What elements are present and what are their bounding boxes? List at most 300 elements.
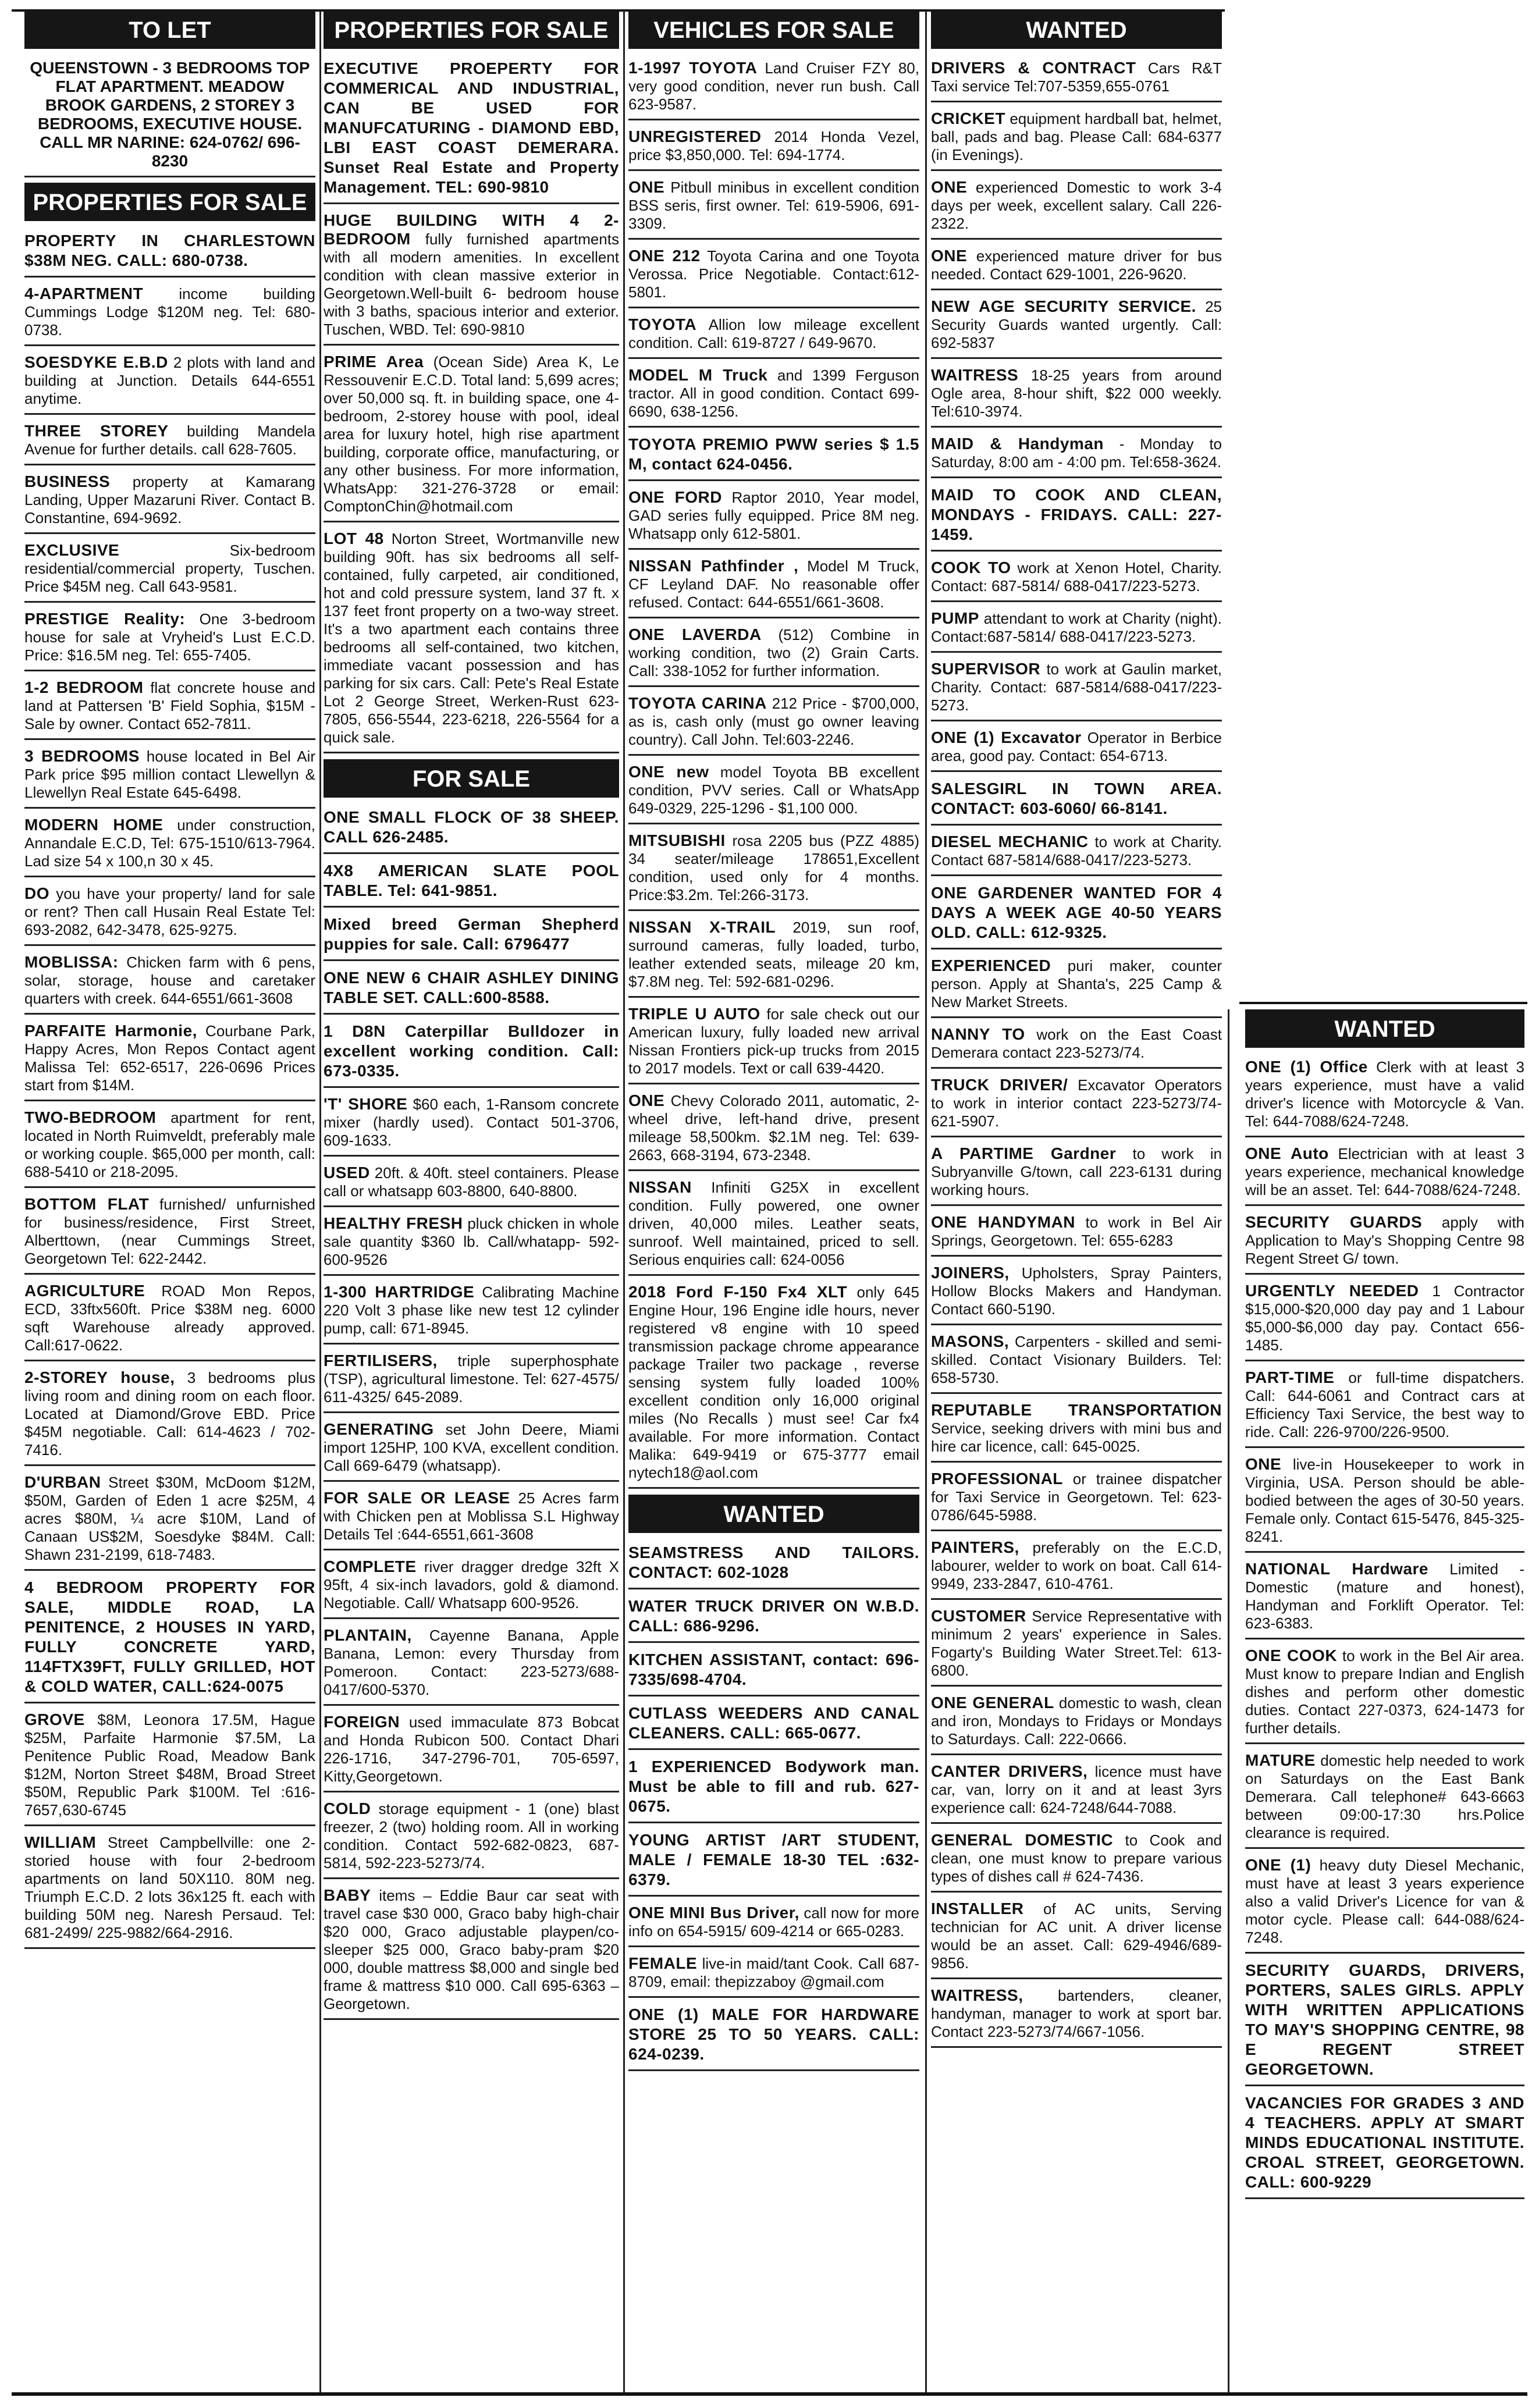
ad-body: live-in Housekeeper to work in Virginia, USA. Person should be able-bodied between the ages of 30-50 years. Female only. Contact 615-5476, 845-325-8241. bbox=[1245, 1456, 1524, 1545]
ad-lead: KITCHEN ASSISTANT, contact: 696-7335/698-4704. bbox=[628, 1651, 919, 1688]
ad-item bbox=[324, 1624, 619, 1706]
ad-body: river dragger dredge 32ft X 95ft, 4 six-inch lavadors, gold & diamond. Negotiable. Call/ Whatsapp 600-9526. bbox=[324, 1558, 619, 1612]
ad-lead: NISSAN Pathfinder , bbox=[628, 557, 799, 575]
ad-lead: MASONS, bbox=[931, 1332, 1010, 1350]
ad-lead: A PARTIME Gardner bbox=[931, 1144, 1117, 1162]
ad-body: flat concrete house and land at Pattersen 'B' Field Sophia, $15M - Sale by owner. Contact 652-7811. bbox=[24, 679, 315, 732]
ad-item bbox=[24, 283, 315, 346]
ad-item bbox=[628, 2003, 919, 2071]
ad-lead: 3 BEDROOMS bbox=[24, 747, 140, 765]
ad-body: Pitbull minibus in excellent condition BSS seris, first owner. Tel: 619-5906, 691-3309. bbox=[628, 179, 919, 232]
ad-lead: LOT 48 bbox=[324, 529, 384, 547]
ad-lead: 2-STOREY house, bbox=[24, 1368, 175, 1386]
ad-item bbox=[931, 108, 1222, 171]
ad-body: $60 each, 1-Ransom concrete mixer (hardly used). Contact 501-3706, 609-1633. bbox=[324, 1095, 619, 1149]
ad-body: or trainee dispatcher for Taxi Service in Georgetown. Tel: 623-0786/645-5988. bbox=[931, 1470, 1222, 1524]
ad-item bbox=[24, 539, 315, 603]
ad-lead: CUSTOMER bbox=[931, 1607, 1026, 1625]
ad-body: property at Kamarang Landing, Upper Mazaruni River. Contact B. Constantine, 694-9692. bbox=[24, 473, 315, 527]
ad-lead: NATIONAL Hardware bbox=[1245, 1560, 1428, 1578]
ad-lead: WATER TRUCK DRIVER ON W.B.D. CALL: 686-9296. bbox=[628, 1597, 919, 1635]
ad-body: 212 Price - $700,000, as is, cash only (must go owner leaving country). Call John. Tel:603-2246. bbox=[628, 695, 919, 748]
ad-item bbox=[931, 1399, 1222, 1463]
ad-item bbox=[324, 351, 619, 522]
ad-lead: WAITRESS, bbox=[931, 1986, 1023, 2004]
ad-lead: ONE (1) MALE FOR HARDWARE STORE 25 TO 50 YEARS. CALL: 624-0239. bbox=[628, 2005, 919, 2063]
ad-item bbox=[931, 364, 1222, 428]
ad-item bbox=[931, 1331, 1222, 1394]
ad-list bbox=[628, 1541, 919, 2071]
ad-body: Excavator Operators to work in interior contact 223-5273/74-621-5907. bbox=[931, 1076, 1222, 1130]
ad-lead: ONE SMALL FLOCK OF 38 SHEEP. CALL 626-2485. bbox=[324, 808, 619, 846]
ad-body: puri maker, counter person. Apply at Shanta's, 225 Camp & New Market Streets. bbox=[931, 957, 1222, 1011]
ad-item bbox=[628, 1702, 919, 1750]
ad-body: Toyota Carina and one Toyota Verossa. Price Negotiable. Contact:612-5801. bbox=[628, 247, 919, 301]
ad-lead: GENERATING bbox=[324, 1420, 434, 1438]
ad-lead: BABY bbox=[324, 1886, 371, 1904]
ad-body: triple superphosphate (TSP), agricultural limestone. Tel: 627-4575/ 611-4325/ 645-2089. bbox=[324, 1352, 619, 1406]
ad-item bbox=[931, 1143, 1222, 1206]
ad-body: 18-25 years from around Ogle area, 8-hour shift, $22 000 weekly. Tel:610-3974. bbox=[931, 367, 1222, 420]
ad-body: $8M, Leonora 17.5M, Hague $25M, Parfaite Harmonie $7.5M, La Penitence Public Road, Meadow Bank $12M, Norton Street $48M, Broad Street $50M, Republic Park $100M. Tel :616-7657,630-6745 bbox=[24, 1711, 315, 1819]
ad-lead: DRIVERS & CONTRACT bbox=[931, 59, 1136, 77]
section-header-vehicles: VEHICLES FOR SALE bbox=[628, 10, 919, 49]
ad-item bbox=[931, 1605, 1222, 1687]
ad-item bbox=[628, 1281, 919, 1489]
ad-body: experienced mature driver for bus needed. Contact 629-1001, 226-9620. bbox=[931, 247, 1222, 283]
ad-body: rosa 2205 bus (PZZ 4885) 34 seater/mileage 178651,Excellent condition, used only for 4 months. Price:$3.2m. Tel:266-3173. bbox=[628, 832, 919, 904]
ad-item bbox=[931, 1829, 1222, 1893]
ad-lead: SECURITY GUARDS bbox=[1245, 1213, 1423, 1231]
ad-item bbox=[1245, 1645, 1524, 1744]
ad-lead: ONE (1) Excavator bbox=[931, 728, 1082, 746]
ad-lead: PROFESSIONAL bbox=[931, 1470, 1063, 1488]
ad-body: Limited - Domestic (mature and honest), Handyman and Forklift Operator. Tel: 623-6383. bbox=[1245, 1560, 1524, 1632]
ad-item bbox=[931, 1692, 1222, 1755]
ad-item bbox=[324, 1093, 619, 1157]
ad-body: licence must have car, van, lorry on it and at least 3yrs experience call: 624-7248/644-7088. bbox=[931, 1763, 1222, 1816]
column-rule bbox=[1228, 1009, 1229, 2393]
ad-item bbox=[324, 1020, 619, 1088]
ad-item bbox=[628, 364, 919, 428]
ad-lead: ONE NEW 6 CHAIR ASHLEY DINING TABLE SET. CALL:600-8588. bbox=[324, 969, 619, 1006]
ad-body: Clerk with at least 3 years experience, must have a valid driver's licence with Motorcycle & Van. Tel: 644-7088/624-7248. bbox=[1245, 1058, 1524, 1130]
ad-item bbox=[324, 806, 619, 854]
ad-lead: PROPERTY IN CHARLESTOWN $38M NEG. CALL: 680-0738. bbox=[24, 232, 315, 269]
ad-body: used immaculate 873 Bobcat and Honda Rubicon 500. Contact Dhari 226-1716, 347-2796-701, 705-6597, Kitty,Georgetown. bbox=[324, 1713, 619, 1785]
ad-lead: PLANTAIN, bbox=[324, 1626, 412, 1644]
ad-body: 25 Security Guards wanted urgently. Call: 692-5837 bbox=[931, 298, 1222, 351]
ad-lead: VACANCIES FOR GRADES 3 AND 4 TEACHERS. APPLY AT SMART MINDS EDUCATIONAL INSTITUTE. CROAL STREET, GEORGETOWN. CALL: 600-9229 bbox=[1245, 2094, 1524, 2191]
ad-item bbox=[628, 176, 919, 240]
ad-lead: WAITRESS bbox=[931, 366, 1019, 384]
section-header-to-let: TO LET bbox=[24, 10, 315, 49]
ad-lead: SEAMSTRESS AND TAILORS. CONTACT: 602-1028 bbox=[628, 1543, 919, 1581]
ad-lead: FOR SALE OR LEASE bbox=[324, 1489, 510, 1507]
ad-item bbox=[931, 296, 1222, 359]
ad-item bbox=[24, 1831, 315, 1949]
ad-body: Chevy Colorado 2011, automatic, 2-wheel drive, left-hand drive, present mileage 58,500km. $2.1M neg. Tel: 639-2663, 668-3194, 673-2348. bbox=[628, 1092, 919, 1164]
ad-lead: PUMP bbox=[931, 609, 979, 627]
ad-lead: 1 EXPERIENCED Bodywork man. Must be able to fill and rub. 627-0675. bbox=[628, 1758, 919, 1815]
ad-body: Cars R&T Taxi service Tel:707-5359,655-0761 bbox=[931, 59, 1222, 95]
ad-item bbox=[24, 951, 315, 1015]
ad-lead: 4X8 AMERICAN SLATE POOL TABLE. Tel: 641-9851. bbox=[324, 862, 619, 899]
ad-item bbox=[324, 1487, 619, 1550]
ad-lead: MAID & Handyman bbox=[931, 435, 1104, 453]
ad-body: set John Deere, Miami import 125HP, 100 KVA, excellent condition. Call 669-6479 (whatsapp). bbox=[324, 1421, 619, 1474]
ad-item bbox=[1245, 1056, 1524, 1137]
ad-lead: PRIME Area bbox=[324, 353, 424, 371]
ad-item bbox=[324, 1711, 619, 1792]
ad-body: Infiniti G25X in excellent condition. Fully powered, one owner driven, 40,000 miles. Leather seats, sunroof. Well maintained, priced to sell. Serious enquiries call: 624-0056 bbox=[628, 1179, 919, 1268]
ad-item bbox=[628, 1755, 919, 1823]
ad-lead: ONE HANDYMAN bbox=[931, 1213, 1076, 1231]
ad-lead: MITSUBISHI bbox=[628, 831, 726, 849]
ad-body: 20ft. & 40ft. steel containers. Please call or whatsapp 603-8800, 640-8800. bbox=[324, 1164, 619, 1200]
ad-item bbox=[1245, 1959, 1524, 2086]
ad-item bbox=[628, 1090, 919, 1171]
ad-body: you have your property/ land for sale or rent? Then call Husain Real Estate Tel: 693-2082, 642-3478, 625-9275. bbox=[24, 885, 315, 938]
ad-lead: INSTALLER bbox=[931, 1900, 1024, 1918]
ad-body: under construction, Annandale E.C.D, Tel: 675-1510/613-7964. Lad size 54 x 100,n 30 x 45. bbox=[24, 816, 315, 870]
ad-lead: ONE LAVERDA bbox=[628, 625, 762, 643]
ad-lead: BUSINESS bbox=[24, 472, 111, 490]
ad-item bbox=[24, 1280, 315, 1361]
ad-lead: JOINERS, bbox=[931, 1264, 1010, 1282]
ad-lead: FERTILISERS, bbox=[324, 1351, 438, 1370]
ad-lead: ONE FORD bbox=[628, 488, 723, 506]
ad-body: 25 Acres farm with Chicken pen at Moblissa S.L Highway Details Tel :644-6551,661-3608 bbox=[324, 1489, 619, 1543]
ad-lead: NANNY TO bbox=[931, 1025, 1025, 1043]
ad-item bbox=[931, 1898, 1222, 1979]
ad-lead: SECURITY GUARDS, DRIVERS, PORTERS, SALES GIRLS. APPLY WITH WRITTEN APPLICATIONS TO MAY'S SHOPPING CENTRE, 98 E REGENT STREET GEORGETOWN. bbox=[1245, 1961, 1524, 2078]
bottom-border bbox=[12, 2392, 1527, 2396]
ad-item bbox=[931, 557, 1222, 602]
ad-lead: SALESGIRL IN TOWN AREA. CONTACT: 603-6060/ 66-8141. bbox=[931, 780, 1222, 817]
ad-item bbox=[324, 913, 619, 961]
ad-item bbox=[1245, 1211, 1524, 1275]
ad-item bbox=[324, 57, 619, 204]
ad-lead: CANTER DRIVERS, bbox=[931, 1762, 1088, 1780]
ad-lead: GROVE bbox=[24, 1710, 85, 1728]
ad-lead: CRICKET bbox=[931, 109, 1005, 127]
ad-item bbox=[628, 830, 919, 911]
ad-list bbox=[24, 229, 315, 1949]
ad-lead: PART-TIME bbox=[1245, 1368, 1335, 1386]
ad-item bbox=[628, 314, 919, 359]
ad-lead: ONE bbox=[1245, 1455, 1282, 1473]
ad-lead: DO bbox=[24, 884, 49, 902]
ad-lead: ONE new bbox=[628, 763, 709, 781]
ad-body: Chicken farm with 6 pens, solar, storage, house and caretaker quarters with creek. 644-6551/661-3608 bbox=[24, 954, 315, 1007]
ad-item bbox=[628, 1902, 919, 1947]
ad-lead: COLD bbox=[324, 1799, 371, 1817]
ad-body: One 3-bedroom house for sale at Vryheid's Lust E.C.D. Price: $16.5M neg. Tel: 655-7405. bbox=[24, 610, 315, 664]
ad-lead: TRIPLE U AUTO bbox=[628, 1005, 760, 1023]
ad-item bbox=[24, 1471, 315, 1571]
ad-item bbox=[1245, 1367, 1524, 1448]
ad-lead: 4 BEDROOM PROPERTY FOR SALE, MIDDLE ROAD, LA PENITENCE, 2 HOUSES IN YARD, FULLY CONCRETE YARD, 114FTX39FT, FULLY GRILLED, HOT & COLD WATER, CALL:624-0075 bbox=[24, 1578, 315, 1695]
ad-lead: 1 D8N Caterpillar Bulldozer in excellent working condition. Call: 673-0335. bbox=[324, 1022, 619, 1080]
ad-body: Upholsters, Spray Painters, Hollow Blocks Makers and Handyman. Contact 660-5190. bbox=[931, 1264, 1222, 1318]
ad-body: house located in Bel Air Park price $95 million contact Llewellyn & Llewellyn Real Estate 645-6498. bbox=[24, 748, 315, 801]
ad-body: or full-time dispatchers. Call: 644-6061 and Contract cars at Efficiency Taxi Service, the best way to ride. Call: 226-9700/226-9500. bbox=[1245, 1369, 1524, 1440]
ad-item bbox=[931, 57, 1222, 102]
ad-item bbox=[931, 1984, 1222, 2048]
ad-body: Calibrating Machine 220 Volt 3 phase like new test 12 cylinder pump, call: 671-8945. bbox=[324, 1283, 619, 1337]
section-header-for-sale: FOR SALE bbox=[324, 759, 619, 798]
ad-body: experienced Domestic to work 3-4 days per week, excellent salary. Call 226-2322. bbox=[931, 179, 1222, 232]
column-rule bbox=[623, 10, 625, 2393]
ad-lead: TOYOTA PREMIO PWW series $ 1.5 M, contact 624-0456. bbox=[628, 435, 919, 473]
ad-lead: FOREIGN bbox=[324, 1713, 400, 1731]
ad-lead: EXPERIENCED bbox=[931, 956, 1051, 974]
ad-item bbox=[931, 1023, 1222, 1069]
ad-item bbox=[931, 881, 1222, 949]
ad-lead: COOK TO bbox=[931, 559, 1011, 577]
ad-item bbox=[324, 1884, 619, 2020]
ad-body: to work in Subryanville G/town, call 223-6131 during working hours. bbox=[931, 1145, 1222, 1198]
ad-body: model Toyota BB excellent condition, PVV series. Call or WhatsApp 649-0329, 225-1296 - $1,100 000. bbox=[628, 763, 919, 817]
ad-body: Street $30M, McDoom $12M, $50M, Garden of Eden 1 acre $25M, 4 acres $80M, ¼ acre $10M, Land of Canaan US$2M, Soesdyke $84M. Call: Shawn 231-2199, 618-7483. bbox=[24, 1474, 315, 1563]
ad-item bbox=[324, 966, 619, 1015]
ad-body: and 1399 Ferguson tractor. All in good condition. Contact 699-6690, 638-1256. bbox=[628, 367, 920, 420]
ad-body: ROAD Mon Repos, ECD, 33ftx560ft. Price $38M neg. 6000 sqft Warehouse already approved. Call:617-0622. bbox=[24, 1282, 315, 1354]
ad-item bbox=[628, 433, 919, 481]
ad-item bbox=[628, 486, 919, 550]
ad-item bbox=[324, 1350, 619, 1413]
ad-item bbox=[24, 814, 315, 877]
ad-body: Carpenters - skilled and semi-skilled. Contact Visionary Builders. Tel: 658-5730. bbox=[931, 1333, 1222, 1386]
ad-item bbox=[628, 624, 919, 687]
ad-item bbox=[24, 1709, 315, 1826]
ad-list bbox=[931, 57, 1222, 2048]
ad-lead: TWO-BEDROOM bbox=[24, 1108, 157, 1126]
ad-item bbox=[24, 1107, 315, 1188]
ad-lead: BOTTOM FLAT bbox=[24, 1195, 150, 1213]
ad-lead: NEW AGE SECURITY SERVICE. bbox=[931, 297, 1196, 315]
ad-body: 2019, sun roof, surround cameras, fully loaded, turbo, leather extended seats, mileage 20 km, $7.8M neg. Tel: 592-681-0296. bbox=[628, 919, 919, 990]
ad-text: QUEENSTOWN - 3 BEDROOMS TOP FLAT APARTMENT. MEADOW BROOK GARDENS, 2 STOREY 3 BEDROOMS, EXECUTIVE HOUSE. CALL MR NARINE: 624-0762/ 696-8230 bbox=[30, 59, 310, 170]
ad-body: 2 plots with land and building at Junction. Details 644-6551 anytime. bbox=[24, 354, 315, 407]
ad-lead: ONE Auto bbox=[1245, 1144, 1329, 1162]
ad-body: Cayenne Banana, Apple Banana, Lemon: every Thursday from Pomeroon. Contact: 223-5273/688-0417/600-5370. bbox=[324, 1627, 619, 1698]
column-wanted bbox=[931, 10, 1222, 2053]
ad-body: apartment for rent, located in North Ruimveldt, preferably male or working couple. $65,000 per month, call: 688-5410 or 218-2095. bbox=[24, 1109, 315, 1180]
ad-item bbox=[324, 1212, 619, 1276]
section-header-wanted: WANTED bbox=[931, 10, 1222, 49]
ad-body: - Monday to Saturday, 8:00 am - 4:00 pm. Tel:658-3624. bbox=[931, 435, 1222, 471]
ad-lead: CUTLASS WEEDERS AND CANAL CLEANERS. CALL: 665-0677. bbox=[628, 1704, 919, 1742]
column-wanted-2 bbox=[1245, 1009, 1524, 2204]
ad-body: building Mandela Avenue for further details. call 628-7605. bbox=[24, 422, 315, 458]
ad-item bbox=[628, 916, 919, 998]
ad-body: work at Xenon Hotel, Charity. Contact: 687-5814/ 688-0417/223-5273. bbox=[931, 559, 1222, 595]
ad-body: equipment hardball bat, helmet, ball, pads and bag. Please Call: 684-6377 (in Evenings). bbox=[931, 110, 1222, 163]
ad-item bbox=[931, 1074, 1222, 1137]
ad-item bbox=[24, 883, 315, 946]
ad-body: pluck chicken in whole sale quantity $360 lb. Call/whatapp- 592-600-9526 bbox=[324, 1215, 619, 1268]
ad-lead: PRESTIGE Reality: bbox=[24, 610, 186, 628]
ad-lead: 'T' SHORE bbox=[324, 1095, 408, 1113]
ad-body: heavy duty Diesel Mechanic, must have at least 3 years experience also a valid Driver's Licence for van & motor cycle. Please call: 644-088/624-7248. bbox=[1245, 1856, 1524, 1946]
ad-item bbox=[1245, 1558, 1524, 1639]
ad-list bbox=[324, 806, 619, 2020]
ad-item bbox=[1245, 1749, 1524, 1849]
ad-body: live-in maid/tant Cook. Call 687-8709, email: thepizzaboy @gmail.com bbox=[628, 1955, 919, 1990]
ad-item bbox=[24, 229, 315, 278]
ad-lead: HEALTHY FRESH bbox=[324, 1214, 463, 1232]
ad-body: (512) Combine in working condition, two (2) Grain Carts. Call: 338-1052 for further information. bbox=[628, 626, 919, 680]
ad-lead: ONE bbox=[628, 178, 665, 196]
ad-body: 3 bedrooms plus living room and dining room on each floor. Located at Diamond/Grove EBD. Price $45M negotiable. Call: 614-4623 / 702-7416. bbox=[24, 1369, 316, 1459]
ad-body: apply with Application to May's Shopping Centre 98 Regent Street G/ town. bbox=[1245, 1214, 1525, 1267]
ad-lead: THREE STOREY bbox=[24, 422, 169, 440]
ad-body: storage equipment - 1 (one) blast freezer, 2 (two) holding room. All in working condition. Contact 592-682-0823, 687-5814, 592-223-5273/74. bbox=[324, 1800, 619, 1872]
ad-body: Electrician with at least 3 years experience, mechanical knowledge will be an asset. Tel: 644-7088/624-7248. bbox=[1245, 1145, 1524, 1198]
ad-item bbox=[324, 859, 619, 908]
ad-item bbox=[24, 608, 315, 671]
ad-item bbox=[931, 727, 1222, 772]
ad-lead: COMPLETE bbox=[324, 1557, 417, 1575]
ad-lead: 4-APARTMENT bbox=[24, 284, 144, 303]
ad-item bbox=[628, 1829, 919, 1897]
ad-lead: MATURE bbox=[1245, 1751, 1316, 1769]
ad-lead: TRUCK DRIVER/ bbox=[931, 1076, 1068, 1094]
ad-lead: 1-1997 TOYOTA bbox=[628, 59, 758, 77]
section-header-wanted: WANTED bbox=[628, 1495, 919, 1533]
ad-body: Courbane Park, Happy Acres, Mon Repos Contact agent Malissa Tel: 652-6517, 226-0696 Prices start from $14M. bbox=[24, 1022, 315, 1094]
ad-item bbox=[931, 483, 1222, 552]
ad-body: furnished/ unfurnished for business/residence, First Street, Alberttown, (near Cummings Street, Georgetown Tel: 622-2442. bbox=[24, 1196, 315, 1267]
ad-lead: ONE (1) Office bbox=[1245, 1058, 1368, 1076]
top-border-right bbox=[1239, 1002, 1527, 1004]
ad-body: domestic to wash, clean and iron, Mondays to Fridays or Mondays to Saturdays. Call: 222-0666. bbox=[931, 1694, 1222, 1748]
ad-item bbox=[628, 1541, 919, 1589]
ad-lead: MOBLISSA: bbox=[24, 953, 119, 971]
section-header-properties: PROPERTIES FOR SALE bbox=[24, 183, 315, 221]
ad-lead: 2018 Ford F-150 Fx4 XLT bbox=[628, 1283, 848, 1301]
ad-item bbox=[931, 1536, 1222, 1600]
ad-lead: USED bbox=[324, 1164, 370, 1182]
ad-item bbox=[628, 1003, 919, 1084]
ad-item bbox=[24, 1193, 315, 1275]
ad-lead: TOYOTA CARINA bbox=[628, 694, 767, 712]
ad-lead: 1-300 HARTRIDGE bbox=[324, 1283, 475, 1301]
ad-item bbox=[324, 209, 619, 346]
ad-lead: ONE bbox=[931, 178, 968, 196]
ad-lead: ONE MINI Bus Driver, bbox=[628, 1904, 799, 1922]
ad-item bbox=[24, 677, 315, 740]
ad-list bbox=[628, 57, 919, 1489]
ad-body: of AC units, Serving technician for AC unit. A driver license would be an asset. Call: 629-4946/689-9856. bbox=[931, 1900, 1222, 1972]
ad-lead: TOYOTA bbox=[628, 315, 697, 333]
ad-lead: 1-2 BEDROOM bbox=[24, 678, 144, 696]
ad-lead: ONE GENERAL bbox=[931, 1694, 1054, 1712]
ad-body: preferably on the E.C.D, labourer, welder to work on boat. Call 614-9949, 233-2847, 610-4761. bbox=[931, 1539, 1222, 1592]
ad-lead: URGENTLY NEEDED bbox=[1245, 1282, 1419, 1300]
ad-lead: HUGE BUILDING WITH 4 2- BEDROOM bbox=[324, 211, 619, 248]
ad-item bbox=[24, 1367, 315, 1466]
ad-body: fully furnished apartments with all modern amenities. In excellent condition with clean massive exterior in Georgetown.Well-built 6- bedroom house with 3 baths, spacious interior and exterior. Tuschen, WBD. Tel: 690-9810 bbox=[324, 230, 619, 338]
ad-item bbox=[931, 433, 1222, 478]
ad-item bbox=[24, 57, 315, 177]
ad-lead: PAINTERS, bbox=[931, 1538, 1019, 1556]
ad-body: Land Cruiser FZY 80, very good condition, never run bush. Call 623-9587. bbox=[628, 59, 919, 113]
ad-item bbox=[1245, 1453, 1524, 1553]
column-rule bbox=[925, 10, 927, 2393]
section-header-properties: PROPERTIES FOR SALE bbox=[324, 10, 619, 49]
ad-item bbox=[931, 777, 1222, 826]
ad-body: to Cook and clean, one must know to prepare various types of dishes call # 624-7436. bbox=[931, 1831, 1222, 1885]
ad-body: items – Eddie Baur car seat with travel case $30 000, Graco baby high-chair $20 000, Graco adjustable playpen/co-sleeper $25 000, Graco baby-pram $20 000, double mattress $8,000 and single bed frame & mattress $10 000. Call 695-6363 – Georgetown. bbox=[324, 1887, 619, 2012]
ad-lead: AGRICULTURE bbox=[24, 1282, 145, 1300]
ad-body: attendant to work at Charity (night). Contact:687-5814/ 688-0417/223-5273. bbox=[931, 610, 1222, 645]
ad-body: Street Campbellville: one 2-storied house with four 2-bedroom apartments on land 50X110. 80M neg. Triumph E.C.D. 2 lots 36x125 ft. each with building 50M neg. Naresh Persaud. Tel: 681-2499/ 225-9882/664-2916. bbox=[24, 1834, 315, 1941]
ad-item bbox=[324, 1798, 619, 1879]
ad-lead: ONE COOK bbox=[1245, 1646, 1338, 1664]
ad-lead: MODERN HOME bbox=[24, 816, 164, 834]
ad-lead: Mixed breed German Shepherd puppies for sale. Call: 6796477 bbox=[324, 915, 619, 953]
ad-lead: FEMALE bbox=[628, 1954, 698, 1972]
ad-item bbox=[1245, 1280, 1524, 1361]
ad-lead: GENERAL DOMESTIC bbox=[931, 1831, 1114, 1849]
ad-body: Model M Truck, CF Leyland DAF. No reasonable offer refused. Contact: 644-6551/661-3608. bbox=[628, 557, 919, 611]
ad-item bbox=[931, 955, 1222, 1018]
ad-item bbox=[628, 57, 919, 120]
ad-lead: WILLIAM bbox=[24, 1833, 97, 1851]
ad-item bbox=[628, 692, 919, 756]
column-rule bbox=[319, 10, 321, 2393]
ad-body: to work at Charity. Contact 687-5814/688-0417/223-5273. bbox=[931, 833, 1222, 869]
ad-body: to work in Bel Air Springs, Georgetown. Tel: 655-6283 bbox=[931, 1214, 1222, 1249]
ad-item bbox=[628, 1176, 919, 1276]
ad-item bbox=[324, 1418, 619, 1482]
ad-body: 2014 Honda Vezel, price $3,850,000. Tel: 694-1774. bbox=[628, 128, 919, 163]
ad-body: for sale check out our American luxury, fully loaded new arrival Nissan Frontiers pick-up trucks from 2015 to 2017 models. Text or call 639-4420. bbox=[628, 1005, 919, 1077]
ad-lead: ONE bbox=[628, 1091, 665, 1109]
ad-item bbox=[324, 1162, 619, 1207]
ad-item bbox=[628, 1952, 919, 1998]
ad-item bbox=[24, 351, 315, 415]
ad-lead: ONE bbox=[931, 247, 968, 265]
ad-item bbox=[931, 1760, 1222, 1824]
ad-lead: MODEL M Truck bbox=[628, 366, 768, 384]
ad-body: (Ocean Side) Area K, Le Ressouvenir E.C.D. Total land: 5,699 acres; over 50,000 sq. ft. in building space, one 4-bedroom, 2-storey house with pool, ideal area for luxury hotel, high rise apartment building, corporate office, manufacturing, or any other business. For more information, WhatsApp: 321-276-3728 or email: ComptonChin@hotmail.com bbox=[324, 353, 619, 515]
ad-item bbox=[1245, 2092, 1524, 2199]
ad-item bbox=[24, 420, 315, 465]
column-to-let bbox=[24, 10, 315, 1954]
ad-body: Service, seeking drivers with mini bus and hire car licence, call: 645-0025. bbox=[931, 1420, 1222, 1455]
ad-item bbox=[24, 471, 315, 534]
ad-lead: REPUTABLE TRANSPORTATION bbox=[931, 1401, 1222, 1419]
ad-list bbox=[324, 57, 619, 753]
ad-body: Raptor 2010, Year model, GAD series fully equipped. Price 8M neg. Whatsapp only 612-5801. bbox=[628, 489, 920, 542]
section-header-wanted: WANTED bbox=[1245, 1009, 1524, 1048]
ad-item bbox=[931, 1468, 1222, 1531]
ad-body: to work in the Bel Air area. Must know to prepare Indian and English dishes and perform other domestic duties. Contact 227-0373, 624-1473 for further details. bbox=[1245, 1647, 1524, 1737]
ad-item bbox=[628, 126, 919, 171]
ad-lead: YOUNG ARTIST /ART STUDENT, MALE / FEMALE 18-30 TEL :632-6379. bbox=[628, 1831, 919, 1888]
ad-item bbox=[628, 555, 919, 618]
ad-lead: SUPERVISOR bbox=[931, 660, 1041, 678]
ad-item bbox=[24, 1576, 315, 1703]
ad-lead: NISSAN bbox=[628, 1178, 692, 1196]
ad-lead: NISSAN X-TRAIL bbox=[628, 918, 776, 936]
ad-lead: DIESEL MECHANIC bbox=[931, 833, 1089, 851]
ad-item bbox=[931, 1211, 1222, 1257]
